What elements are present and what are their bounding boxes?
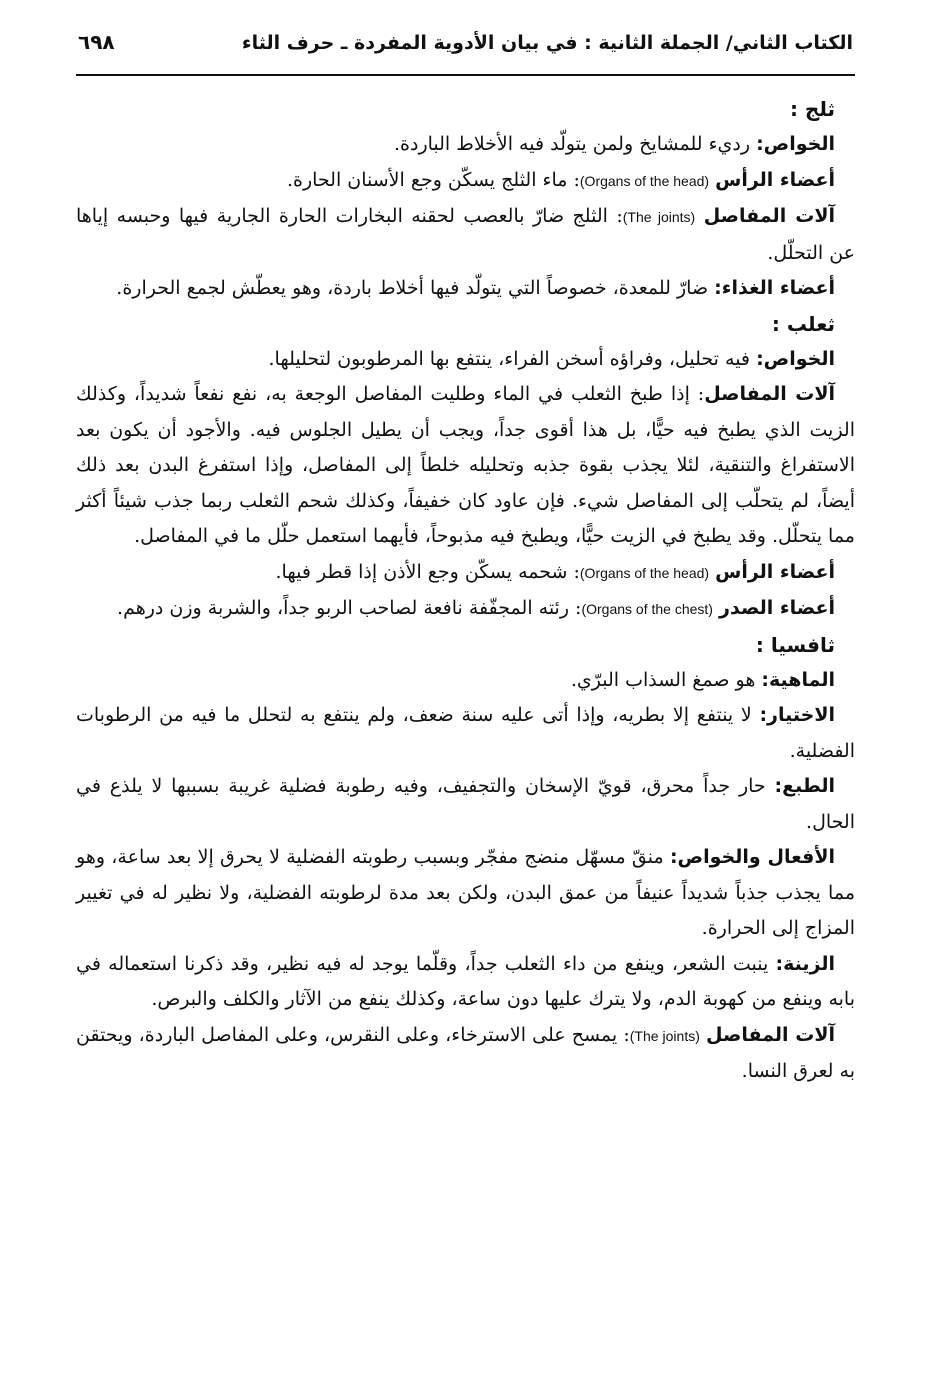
paragraph-text: لا ينتفع إلا بطريه، وإذا أتى عليه سنة ضعف، ولم ينتفع به لتحلل ما فيه من الرطوبات الفضلية.: [76, 704, 855, 762]
section-label: آلات المفاصل: [706, 1023, 835, 1046]
section-label: الماهية:: [761, 668, 835, 691]
section-label: أعضاء الصدر: [719, 597, 835, 619]
paragraph-text: : الثلج ضارّ بالعصب لحقنه البخارات الحارة الجارية فيها وحبسه إياها عن التحلّل.: [76, 205, 855, 264]
entry-paragraph: [76, 555, 855, 592]
entry-title: ثعلب :: [771, 311, 835, 336]
entry-paragraph: [76, 947, 855, 1018]
section-label: أعضاء الرأس: [715, 168, 835, 191]
running-header: [76, 30, 855, 76]
paragraph-text: : يمسح على الاسترخاء، وعلى النقرس، وعلى المفاصل الباردة، ويحتقن به لعرق النسا.: [76, 1023, 855, 1082]
section-label: الزينة:: [775, 952, 835, 975]
paragraph-text: هو صمغ السذاب البرّي.: [570, 668, 762, 691]
paragraph-text: رديء للمشايخ ولمن يتولّد فيه الأخلاط الباردة.: [393, 133, 757, 155]
page-body: [76, 92, 855, 1090]
entry-paragraph: [76, 663, 855, 699]
entry-paragraph: [76, 698, 855, 769]
english-gloss: (Organs of the head): [579, 172, 710, 189]
paragraph-text: ينبت الشعر، وينفع من داء الثعلب جداً، وقلّما يوجد له فيه نظير، وقد ذكرنا استعماله في بابه وينفع من كهوبة الدم، ولا يترك عليها دون ساعة، وكذلك ينفع من الآثار والكلف والبرص.: [76, 952, 855, 1010]
entry: [76, 628, 855, 1090]
section-label: أعضاء الغذاء:: [714, 277, 835, 299]
entry: [76, 92, 855, 307]
english-gloss: (The joints): [622, 209, 696, 225]
section-label: الخواص:: [756, 347, 835, 370]
entry-paragraph: [76, 271, 855, 307]
entry-paragraph: [76, 377, 855, 555]
entry-paragraph: [76, 1018, 855, 1090]
entry-paragraph: [76, 163, 855, 200]
english-gloss: (Organs of the chest): [581, 601, 713, 617]
running-title: الكتاب الثاني/ الجملة الثانية : في بيان الأدوية المفردة ـ حرف الثاء: [241, 32, 853, 54]
entry-paragraph: [76, 127, 855, 163]
english-gloss: (Organs of the head): [579, 564, 710, 581]
section-label: الاختيار:: [759, 704, 835, 726]
entry: [76, 307, 855, 628]
entry-paragraph: [76, 769, 855, 840]
section-label: آلات المفاصل: [703, 205, 835, 227]
paragraph-text: فيه تحليل، وفراؤه أسخن الفراء، ينتفع بها المرطوبون لتحليلها.: [268, 347, 757, 370]
paragraph-text: : شحمه يسكّن وجع الأذن إذا قطر فيها.: [275, 560, 580, 583]
section-label: الأفعال والخواص:: [669, 846, 835, 868]
english-gloss: (The joints): [629, 1027, 700, 1044]
entry-paragraph: [76, 199, 855, 271]
section-label: الخواص:: [756, 133, 835, 155]
section-label: آلات المفاصل: [704, 383, 835, 405]
paragraph-text: : ماء الثلج يسكّن وجع الأسنان الحارة.: [286, 168, 580, 191]
entry-paragraph: [76, 591, 855, 628]
page-number: ٦٩٨: [78, 30, 115, 54]
entry-paragraph: [76, 840, 855, 947]
paragraph-text: حار جداً محرق، قويّ الإسخان والتجفيف، وفيه رطوبة فضلية غريبة بسببها لا يلذع في الحال.: [76, 775, 855, 833]
paragraph-text: منقّ مسهّل منضج مفجّر وبسبب رطوبته الفضلية لا يحرق إلا بعد ساعة، وهو مما يجذب جذباً شديداً عنيفاً من عمق البدن، ولكن بعد مدة لرطوبته الفضلية، ولا نظير له في تغيير المزاج إلى الحرارة.: [76, 846, 855, 939]
paragraph-text: ضارّ للمعدة، خصوصاً التي يتولّد فيها أخلاط باردة، وهو يعطّش لجمع الحرارة.: [116, 277, 715, 299]
entry-paragraph: [76, 342, 855, 378]
section-label: أعضاء الرأس: [715, 560, 835, 583]
paragraph-text: : رئته المجفّفة نافعة لصاحب الربو جداً، والشربة وزن درهم.: [117, 597, 582, 619]
entry-title: ثافسيا :: [755, 632, 835, 657]
paragraph-text: : إذا طبخ الثعلب في الماء وطليت المفاصل الوجعة به، نفع نفعاً شديداً، وكذلك الزيت الذي يطبخ فيه حيًّا، بل هذا أقوى جداً، ويجب أن يطيل الجلوس فيه. والأجود أن يكون بعد الاستفراغ والتنقية، لئلا يجذب بقوة جذبه وتحليله خلطاً إلى المفاصل، وإذا استفرغ البدن بعد ذلك أيضاً، لم يتحلّب إلى المفاصل شيء. فإن عاود كان خفيفاً، وكذلك شحم الثعلب ربما جذب شيئاً أكثر مما يتحلّل. وقد يطبخ في الزيت حيًّا، ويطبخ فيه مذبوحاً، فأيهما استعمل حلّل ما في المفاصل.: [76, 383, 855, 547]
section-label: الطبع:: [774, 775, 835, 797]
entry-title: ثلج :: [789, 97, 835, 121]
